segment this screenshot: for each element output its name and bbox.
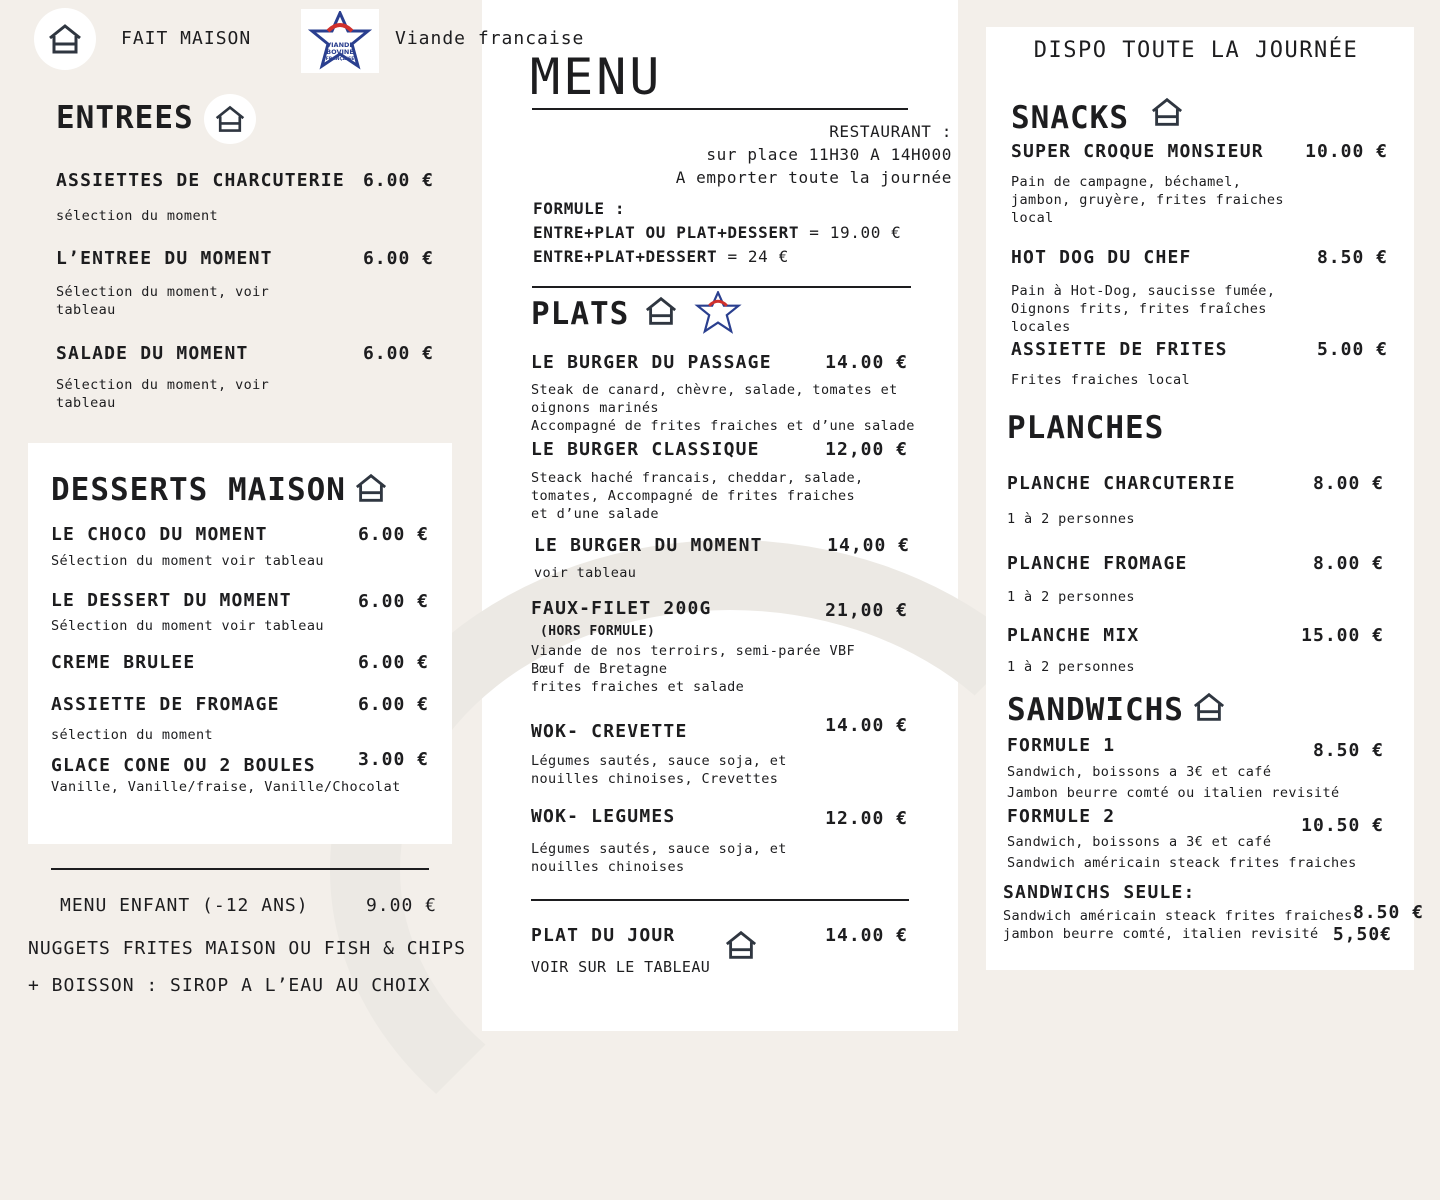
divider [532,108,908,110]
plat-price: 14.00 € [825,352,908,373]
house-icon [212,103,248,135]
plat-desc: Steack haché francais, cheddar, salade, tomates, Accompagné de frites fraiches et d’une salade [531,470,864,522]
planche-price: 15.00 € [1301,625,1384,646]
dessert-price: 6.00 € [357,524,429,545]
divider [51,868,429,870]
dessert-price: 6.00 € [357,591,429,612]
entree-price: 6.00 € [362,343,434,364]
entree-name: ASSIETTES DE CHARCUTERIE [56,170,345,191]
snack-price: 8.50 € [1316,247,1388,268]
plat-price: 14,00 € [827,535,910,556]
snack-name: SUPER CROQUE MONSIEUR [1011,141,1264,162]
house-icon [642,294,680,328]
menu-enfant-title: MENU ENFANT (-12 ANS) [60,895,309,916]
svg-text:BOVINE: BOVINE [326,48,354,56]
dessert-desc: Sélection du moment voir tableau [51,553,324,569]
vbf-star-icon [308,11,372,71]
dessert-name: LE CHOCO DU MOMENT [51,524,268,545]
planche-desc: 1 à 2 personnes [1007,511,1135,527]
plat-du-jour-price: 14.00 € [825,925,908,946]
entree-desc: sélection du moment [56,208,219,224]
entrees-fait-maison-badge [204,94,256,144]
formule-name: FORMULE 1 [1007,735,1116,756]
snack-desc: Pain à Hot-Dog, saucisse fumée, Oignons frits, frites fraîches locales [1011,283,1276,335]
snack-name: ASSIETTE DE FRITES [1011,339,1228,360]
plat-price: 12.00 € [825,808,908,829]
plat-name: FAUX-FILET 200G [531,598,712,619]
fait-maison-logo [34,8,96,70]
sandwich-seule-desc: jambon beurre comté, italien revisité [1003,926,1319,942]
entrees-title: ENTREES [56,100,194,136]
snack-name: HOT DOG DU CHEF [1011,247,1192,268]
formule-name: FORMULE 2 [1007,806,1116,827]
entree-desc: Sélection du moment, voir tableau [56,377,270,411]
plat-note: (HORS FORMULE) [540,624,656,639]
dessert-name: CREME BRULEE [51,652,196,673]
entree-desc: Sélection du moment, voir tableau [56,284,270,318]
dessert-price: 6.00 € [357,652,429,673]
formule-desc: Sandwich, boissons a 3€ et café Sandwich américain steack frites fraiches [1007,834,1357,871]
dessert-name: LE DESSERT DU MOMENT [51,590,292,611]
plat-name: LE BURGER DU PASSAGE [531,352,772,373]
plat-desc: Légumes sautés, sauce soja, et nouilles chinoises [531,841,787,875]
planche-desc: 1 à 2 personnes [1007,659,1135,675]
dessert-price: 6.00 € [357,694,429,715]
divider [531,899,909,901]
snack-price: 5.00 € [1316,339,1388,360]
planches-title: PLANCHES [1007,410,1165,446]
planche-name: PLANCHE CHARCUTERIE [1007,473,1236,494]
snack-price: 10.00 € [1305,141,1388,162]
restaurant-hours: RESTAURANT : sur place 11H30 A 14H000 A emporter toute la journée [675,122,952,187]
sandwichs-title: SANDWICHS [1007,692,1184,728]
entree-price: 6.00 € [362,248,434,269]
planche-desc: 1 à 2 personnes [1007,589,1135,605]
house-icon [1190,690,1228,724]
sandwich-seule-price: 5,50€ [1332,924,1392,945]
dessert-desc: Vanille, Vanille/fraise, Vanille/Chocolat [51,779,401,795]
menu-enfant-price: 9.00 € [365,895,437,916]
planche-price: 8.00 € [1312,473,1384,494]
plat-price: 12,00 € [825,439,908,460]
plat-price: 21,00 € [825,600,908,621]
fait-maison-label: FAIT MAISON [121,28,252,49]
planche-price: 8.00 € [1312,553,1384,574]
vbf-star-icon [694,291,742,335]
divider [532,286,911,288]
formule-price: 10.50 € [1301,815,1384,836]
plat-name: WOK- LEGUMES [531,806,676,827]
plat-price: 14.00 € [825,715,908,736]
sandwich-seule-price: 8.50 € [1352,902,1424,923]
snack-desc: Pain de campagne, béchamel, jambon, gruyère, frites fraiches local [1011,174,1284,226]
dessert-price: 3.00 € [357,749,429,770]
dispo-title: DISPO TOUTE LA JOURNÉE [1033,38,1359,63]
house-icon [352,471,390,505]
house-icon [46,21,84,57]
plat-name: LE BURGER DU MOMENT [534,535,763,556]
desserts-title: DESSERTS MAISON [51,472,346,508]
menu-enfant-line: NUGGETS FRITES MAISON OU FISH & CHIPS [28,938,466,959]
plat-desc: Viande de nos terroirs, semi-parée VBF Bœuf de Bretagne frites fraiches et salade [531,643,856,695]
formule-block: FORMULE : ENTRE+PLAT OU PLAT+DESSERT = 19.00 € ENTRE+PLAT+DESSERT = 24 € [533,199,902,266]
formule-desc: Sandwich, boissons a 3€ et café Jambon beurre comté ou italien revisité [1007,764,1340,801]
plat-desc: voir tableau [534,565,637,581]
svg-text:FRANÇAISE: FRANÇAISE [325,57,355,62]
svg-text:VIANDE: VIANDE [326,41,354,49]
dessert-name: GLACE CONE OU 2 BOULES [51,755,316,776]
plat-desc: Steak de canard, chèvre, salade, tomates et oignons marinés Accompagné de frites fraiches et d’une salade [531,382,915,434]
plat-name: LE BURGER CLASSIQUE [531,439,760,460]
entree-price: 6.00 € [362,170,434,191]
planche-name: PLANCHE MIX [1007,625,1140,646]
house-icon [722,928,760,962]
viande-francaise-label: Viande francaise [395,28,585,49]
plat-name: WOK- CREVETTE [531,721,688,742]
house-icon [1148,95,1186,129]
formule-price: 8.50 € [1312,740,1384,761]
snacks-title: SNACKS [1011,100,1129,136]
plat-du-jour-desc: VOIR SUR LE TABLEAU [531,958,711,976]
sandwich-seule-desc: Sandwich américain steack frites fraiches [1003,908,1353,924]
planche-name: PLANCHE FROMAGE [1007,553,1188,574]
vbf-logo [301,9,379,73]
dessert-name: ASSIETTE DE FROMAGE [51,694,280,715]
menu-title: MENU [530,48,663,106]
entree-name: L’ENTREE DU MOMENT [56,248,273,269]
plat-du-jour-name: PLAT DU JOUR [531,925,676,946]
sandwichs-seule-title: SANDWICHS SEULE: [1003,882,1196,903]
snack-desc: Frites fraiches local [1011,372,1191,388]
dessert-desc: Sélection du moment voir tableau [51,618,324,634]
plats-title: PLATS [531,296,630,332]
plat-desc: Légumes sautés, sauce soja, et nouilles chinoises, Crevettes [531,753,787,787]
menu-enfant-line: + BOISSON : SIROP A L’EAU AU CHOIX [28,975,431,996]
entree-name: SALADE DU MOMENT [56,343,249,364]
dessert-desc: sélection du moment [51,727,214,743]
